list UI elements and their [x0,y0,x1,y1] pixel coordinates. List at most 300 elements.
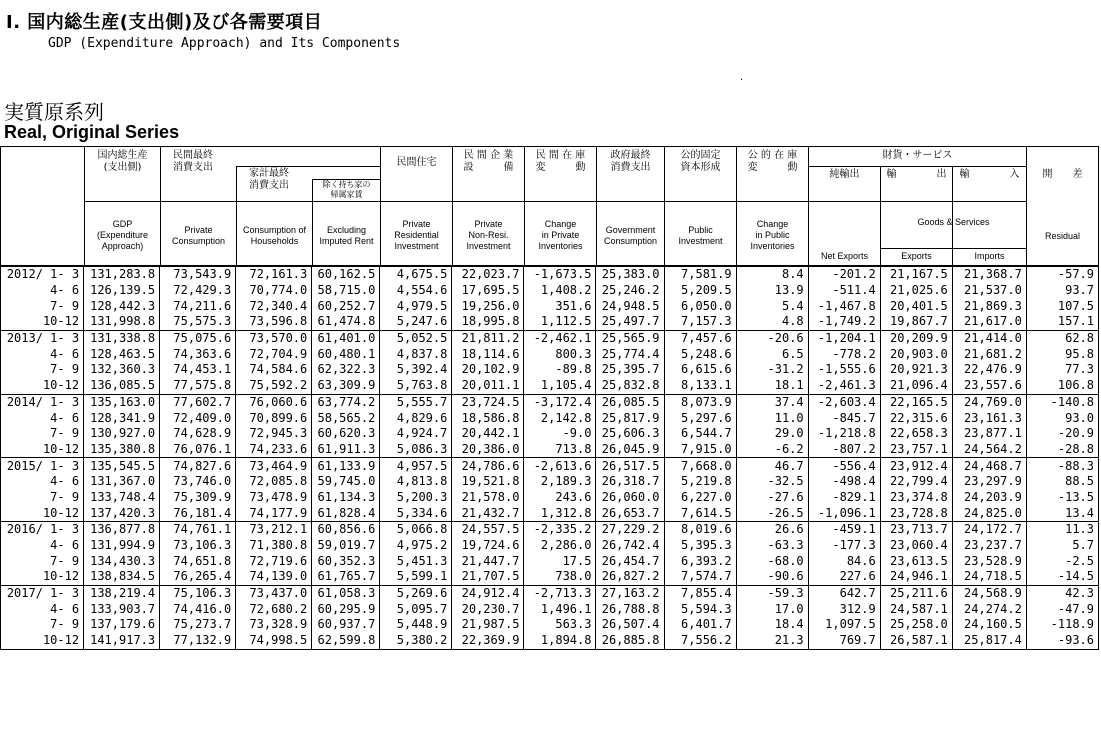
table-cell: -68.0 [736,553,808,569]
table-cell: 22,165.5 [880,394,952,410]
table-cell: 25,211.6 [880,585,952,601]
table-cell: 5,095.7 [380,601,452,617]
table-cell: 5,380.2 [380,633,452,649]
table-cell: 4,554.6 [380,283,452,299]
row-label: 4- 6 [1,283,84,299]
row-label: 7- 9 [1,490,84,506]
table-cell: 24,468.7 [952,458,1026,474]
table-cell: 24,786.6 [452,458,524,474]
table-cell: -20.6 [736,330,808,346]
table-cell: 7,457.6 [664,330,736,346]
table-cell: 5,297.6 [664,410,736,426]
table-cell: 61,401.0 [312,330,380,346]
table-cell: -1,749.2 [808,314,880,330]
table-cell: 93.0 [1026,410,1098,426]
table-cell: 7,574.7 [664,569,736,585]
table-cell: 26,454.7 [596,553,664,569]
table-cell: -2,613.6 [524,458,596,474]
table-cell: 243.6 [524,490,596,506]
series-title-en: Real, Original Series [4,122,180,142]
table-cell: -1,096.1 [808,505,880,521]
table-cell: 7,915.0 [664,442,736,458]
table-cell: 46.7 [736,458,808,474]
table-cell: 77,602.7 [160,394,236,410]
table-cell: 131,338.8 [84,330,160,346]
table-cell: 73,106.3 [160,538,236,554]
row-label: 2015/ 1- 3 [1,458,84,474]
table-cell: 8,133.1 [664,378,736,394]
table-cell: 20,442.1 [452,426,524,442]
table-cell: 20,102.9 [452,362,524,378]
table-cell: 5,763.8 [380,378,452,394]
header-pubinv-jp: 公 的 在 庫 変 動 [747,150,798,173]
row-label: 7- 9 [1,617,84,633]
table-cell: 72,340.4 [236,298,312,314]
table-cell: 128,341.9 [84,410,160,426]
table-cell: 5,555.7 [380,394,452,410]
table-cell: -59.3 [736,585,808,601]
small-mark: . [740,72,744,83]
table-cell: 23,161.3 [952,410,1026,426]
table-cell: -2,335.2 [524,522,596,538]
table-cell: 4,675.5 [380,267,452,283]
table-cell: 21,432.7 [452,505,524,521]
header-inv-jp: 民 間 在 庫 変 動 [535,150,586,173]
table-cell: 642.7 [808,585,880,601]
table-cell: -2,462.1 [524,330,596,346]
table-cell: 61,058.3 [312,585,380,601]
header-nx-jp: 純輸出 [829,169,860,180]
row-label: 2013/ 1- 3 [1,330,84,346]
table-cell: 4.8 [736,314,808,330]
table-cell: 24,557.5 [452,522,524,538]
table-cell: 84.6 [808,553,880,569]
table-cell: 4,924.7 [380,426,452,442]
table-row [1,617,1099,633]
table-cell: -3,172.4 [524,394,596,410]
page-subtitle: GDP (Expenditure Approach) and Its Components [48,36,401,51]
table-cell: 227.6 [808,569,880,585]
table-cell: 5,451.3 [380,553,452,569]
table-cell: 24,912.4 [452,585,524,601]
table-cell: 6,227.0 [664,490,736,506]
table-cell: 25,395.7 [596,362,664,378]
table-cell: 134,430.3 [84,553,160,569]
table-cell: 93.7 [1026,283,1098,299]
table-cell: 20,401.5 [880,298,952,314]
table-cell: 21,987.5 [452,617,524,633]
header-pub-jp: 公的固定 資本形成 [680,150,721,173]
table-cell: -2.5 [1026,553,1098,569]
table-cell: -89.8 [524,362,596,378]
table-cell: 74,761.1 [160,522,236,538]
table-cell: 132,360.3 [84,362,160,378]
table-cell: 1,408.2 [524,283,596,299]
header-nonres-jp: 民 間 企 業 設 備 [463,150,514,173]
table-cell: 95.8 [1026,346,1098,362]
table-cell: 23,613.5 [880,553,952,569]
table-cell: -9.0 [524,426,596,442]
table-cell: 131,998.8 [84,314,160,330]
table-cell: 61,133.9 [312,458,380,474]
row-label: 10-12 [1,442,84,458]
table-cell: -93.6 [1026,633,1098,649]
header-gs-jp: 財貨・サービス [882,150,953,161]
table-cell: 23,728.8 [880,505,952,521]
table-cell: 133,748.4 [84,490,160,506]
table-cell: -201.2 [808,267,880,283]
table-cell: 75,575.3 [160,314,236,330]
header-gdp-en: GDP (Expenditure Approach) [96,219,149,251]
table-cell: 23,528.9 [952,553,1026,569]
table-cell: 4,837.8 [380,346,452,362]
table-cell: 73,464.9 [236,458,312,474]
row-label: 7- 9 [1,426,84,442]
table-cell: 5,269.6 [380,585,452,601]
table-cell: 5,392.4 [380,362,452,378]
header-resid-en: Residual [1044,231,1081,241]
table-cell: 5,248.6 [664,346,736,362]
table-cell: 24,172.7 [952,522,1026,538]
table-cell: 72,085.8 [236,474,312,490]
header-hh-en: Consumption of Households [242,225,307,246]
table-cell: 74,651.8 [160,553,236,569]
table-cell: -845.7 [808,410,880,426]
table-cell: 74,211.6 [160,298,236,314]
table-cell: 61,828.4 [312,505,380,521]
table-cell: 7,581.9 [664,267,736,283]
table-cell: 7,556.2 [664,633,736,649]
table-cell: 75,309.9 [160,490,236,506]
table-cell: 11.0 [736,410,808,426]
table-cell: -511.4 [808,283,880,299]
table-cell: 137,420.3 [84,505,160,521]
table-cell: 21,869.3 [952,298,1026,314]
table-row [1,505,1099,521]
table-cell: 76,060.6 [236,394,312,410]
table-cell: 73,478.9 [236,490,312,506]
table-row [1,426,1099,442]
table-cell: 4,975.2 [380,538,452,554]
table-cell: 60,352.3 [312,553,380,569]
table-cell: -498.4 [808,474,880,490]
table-cell: -90.6 [736,569,808,585]
table-cell: 23,297.9 [952,474,1026,490]
table-cell: 25,383.0 [596,267,664,283]
table-cell: 63,309.9 [312,378,380,394]
table-cell: 7,855.4 [664,585,736,601]
table-cell: 59,745.0 [312,474,380,490]
header-resid-jp: 開 差 [1042,169,1083,180]
table-row [1,553,1099,569]
table-cell: 23,557.6 [952,378,1026,394]
header-exp-en: Exports [901,251,932,261]
table-cell: 5.4 [736,298,808,314]
table-cell: 74,177.9 [236,505,312,521]
table-cell: 24,160.5 [952,617,1026,633]
header-nx-en: Net Exports [820,251,869,261]
table-cell: 60,295.9 [312,601,380,617]
table-cell: 72,719.6 [236,553,312,569]
table-row [1,474,1099,490]
table-cell: 18.4 [736,617,808,633]
header-pubinv-en: Change in Public Inventories [750,219,795,251]
table-cell: -32.5 [736,474,808,490]
table-cell: 5,200.3 [380,490,452,506]
table-cell: 136,877.8 [84,522,160,538]
header-gs-en: Goods & Services [917,217,990,227]
table-cell: 23,724.5 [452,394,524,410]
table-cell: 141,917.3 [84,633,160,649]
table-cell: 130,927.0 [84,426,160,442]
table-cell: 75,273.7 [160,617,236,633]
table-cell: 73,328.9 [236,617,312,633]
table-cell: 1,112.5 [524,314,596,330]
table-cell: 24,203.9 [952,490,1026,506]
table-cell: 21,368.7 [952,267,1026,283]
table-cell: 563.3 [524,617,596,633]
table-cell: 60,856.6 [312,522,380,538]
table-cell: 5,594.3 [664,601,736,617]
header-imp-en: Imports [974,251,1005,261]
table-cell: 136,085.5 [84,378,160,394]
table-cell: -1,218.8 [808,426,880,442]
table-cell: 27,163.2 [596,585,664,601]
table-cell: 21,537.0 [952,283,1026,299]
table-cell: 72,680.2 [236,601,312,617]
header-gov-en: Government Consumption [603,225,658,246]
table-cell: 20,230.7 [452,601,524,617]
table-cell: 26.6 [736,522,808,538]
table-cell: 24,948.5 [596,298,664,314]
table-cell: 131,994.9 [84,538,160,554]
table-cell: 76,265.4 [160,569,236,585]
header-pc-jp: 民間最終 消費支出 [173,150,213,173]
table-cell: -20.9 [1026,426,1098,442]
table-cell: 74,628.9 [160,426,236,442]
table-cell: -118.9 [1026,617,1098,633]
table-row [1,378,1099,394]
table-row [1,538,1099,554]
table-cell: 77,132.9 [160,633,236,649]
table-cell: 5,395.3 [664,538,736,554]
header-imp-jp: 輸 入 [959,169,1020,180]
table-cell: 74,453.1 [160,362,236,378]
table-cell: 18,114.6 [452,346,524,362]
row-label: 4- 6 [1,346,84,362]
table-cell: 25,497.7 [596,314,664,330]
table-cell: 72,945.3 [236,426,312,442]
table-cell: 13.4 [1026,505,1098,521]
table-cell: 26,885.8 [596,633,664,649]
table-cell: 137,179.6 [84,617,160,633]
table-cell: 107.5 [1026,298,1098,314]
table-row [1,362,1099,378]
table-cell: -47.9 [1026,601,1098,617]
page-title: Ⅰ. 国内総生産(支出側)及び各需要項目 [6,12,323,33]
table-cell: -778.2 [808,346,880,362]
table-cell: 75,592.2 [236,378,312,394]
table-cell: 20,011.1 [452,378,524,394]
table-row [1,267,1099,283]
table-cell: -140.8 [1026,394,1098,410]
table-row [1,298,1099,314]
table-cell: 72,409.0 [160,410,236,426]
row-label: 4- 6 [1,601,84,617]
table-cell: 5,247.6 [380,314,452,330]
table-cell: 25,246.2 [596,283,664,299]
table-cell: 26,517.5 [596,458,664,474]
table-cell: 5,086.3 [380,442,452,458]
table-cell: 25,832.8 [596,378,664,394]
table-cell: 76,076.1 [160,442,236,458]
data-table [0,266,1099,650]
table-cell: 26,045.9 [596,442,664,458]
table-cell: 6,393.2 [664,553,736,569]
table-cell: 5,209.5 [664,283,736,299]
table-cell: -63.3 [736,538,808,554]
table-row [1,585,1099,601]
table-cell: 60,937.7 [312,617,380,633]
table-cell: 23,237.7 [952,538,1026,554]
table-cell: 351.6 [524,298,596,314]
table-cell: 70,899.6 [236,410,312,426]
table-cell: 73,596.8 [236,314,312,330]
header-gdp-jp: 国内総生産 (支出側) [97,150,148,173]
table-cell: 5.7 [1026,538,1098,554]
table-cell: 2,189.3 [524,474,596,490]
table-cell: 59,019.7 [312,538,380,554]
table-cell: 21,096.4 [880,378,952,394]
table-cell: 73,437.0 [236,585,312,601]
table-cell: 27,229.2 [596,522,664,538]
table-cell: 5,599.1 [380,569,452,585]
table-cell: 42.3 [1026,585,1098,601]
table-cell: 74,363.6 [160,346,236,362]
table-cell: -177.3 [808,538,880,554]
table-cell: 312.9 [808,601,880,617]
table-cell: -27.6 [736,490,808,506]
table-cell: 8,019.6 [664,522,736,538]
table-cell: 23,374.8 [880,490,952,506]
table-cell: -2,603.4 [808,394,880,410]
table-row [1,283,1099,299]
row-label: 10-12 [1,505,84,521]
table-cell: 2,286.0 [524,538,596,554]
header-ex-en: Excluding Imputed Rent [319,225,374,246]
table-cell: 7,614.5 [664,505,736,521]
table-cell: 1,097.5 [808,617,880,633]
table-cell: 17.5 [524,553,596,569]
table-cell: -31.2 [736,362,808,378]
table-row [1,442,1099,458]
table-cell: 24,568.9 [952,585,1026,601]
row-label: 2017/ 1- 3 [1,585,84,601]
table-cell: 72,161.3 [236,267,312,283]
table-row [1,410,1099,426]
table-cell: 5,448.9 [380,617,452,633]
table-cell: 61,474.8 [312,314,380,330]
table-cell: 37.4 [736,394,808,410]
table-cell: 24,946.1 [880,569,952,585]
table-cell: 1,105.4 [524,378,596,394]
table-cell: 5,334.6 [380,505,452,521]
table-cell: -829.1 [808,490,880,506]
table-cell: 19,256.0 [452,298,524,314]
table-row [1,522,1099,538]
table-row [1,458,1099,474]
table-cell: 8,073.9 [664,394,736,410]
table-row [1,633,1099,649]
table-cell: 60,480.1 [312,346,380,362]
table-cell: -2,461.3 [808,378,880,394]
table-cell: 769.7 [808,633,880,649]
table-cell: 58,715.0 [312,283,380,299]
table-cell: -28.8 [1026,442,1098,458]
table-cell: 6,050.0 [664,298,736,314]
table-cell: 128,442.3 [84,298,160,314]
table-cell: 20,903.0 [880,346,952,362]
row-label: 10-12 [1,633,84,649]
table-cell: 135,545.5 [84,458,160,474]
table-cell: 21.3 [736,633,808,649]
header-res-jp: 民間住宅 [396,157,437,168]
table-cell: 88.5 [1026,474,1098,490]
table-cell: 70,774.0 [236,283,312,299]
table-cell: 73,570.0 [236,330,312,346]
table-cell: 73,543.9 [160,267,236,283]
table-cell: 21,167.5 [880,267,952,283]
table-cell: -1,555.6 [808,362,880,378]
table-cell: 131,283.8 [84,267,160,283]
table-cell: 21,681.2 [952,346,1026,362]
table-cell: 21,447.7 [452,553,524,569]
table-cell: 58,565.2 [312,410,380,426]
table-cell: 23,713.7 [880,522,952,538]
series-title-jp: 実質原系列 [4,100,104,124]
table-cell: 62,322.3 [312,362,380,378]
table-row [1,346,1099,362]
table-cell: 800.3 [524,346,596,362]
row-label: 2014/ 1- 3 [1,394,84,410]
table-cell: 24,564.2 [952,442,1026,458]
table-cell: 61,911.3 [312,442,380,458]
table-cell: 61,134.3 [312,490,380,506]
table-cell: 29.0 [736,426,808,442]
table-cell: 60,252.7 [312,298,380,314]
header-ex-jp: 除く持ち家の 帰属家賃 [322,180,371,199]
table-cell: 77.3 [1026,362,1098,378]
row-label: 2012/ 1- 3 [1,267,84,283]
row-label: 2016/ 1- 3 [1,522,84,538]
table-cell: 21,578.0 [452,490,524,506]
table-cell: 20,921.3 [880,362,952,378]
table-cell: -1,673.5 [524,267,596,283]
table-cell: 24,587.1 [880,601,952,617]
table-cell: 72,704.9 [236,346,312,362]
header-exp-jp: 輸 出 [886,169,947,180]
table-cell: 18.1 [736,378,808,394]
table-cell: 23,912.4 [880,458,952,474]
table-cell: 19,867.7 [880,314,952,330]
table-cell: -88.3 [1026,458,1098,474]
table-cell: 73,746.0 [160,474,236,490]
table-cell: 26,318.7 [596,474,664,490]
table-cell: 106.8 [1026,378,1098,394]
table-cell: -13.5 [1026,490,1098,506]
row-label: 4- 6 [1,538,84,554]
table-cell: 1,496.1 [524,601,596,617]
